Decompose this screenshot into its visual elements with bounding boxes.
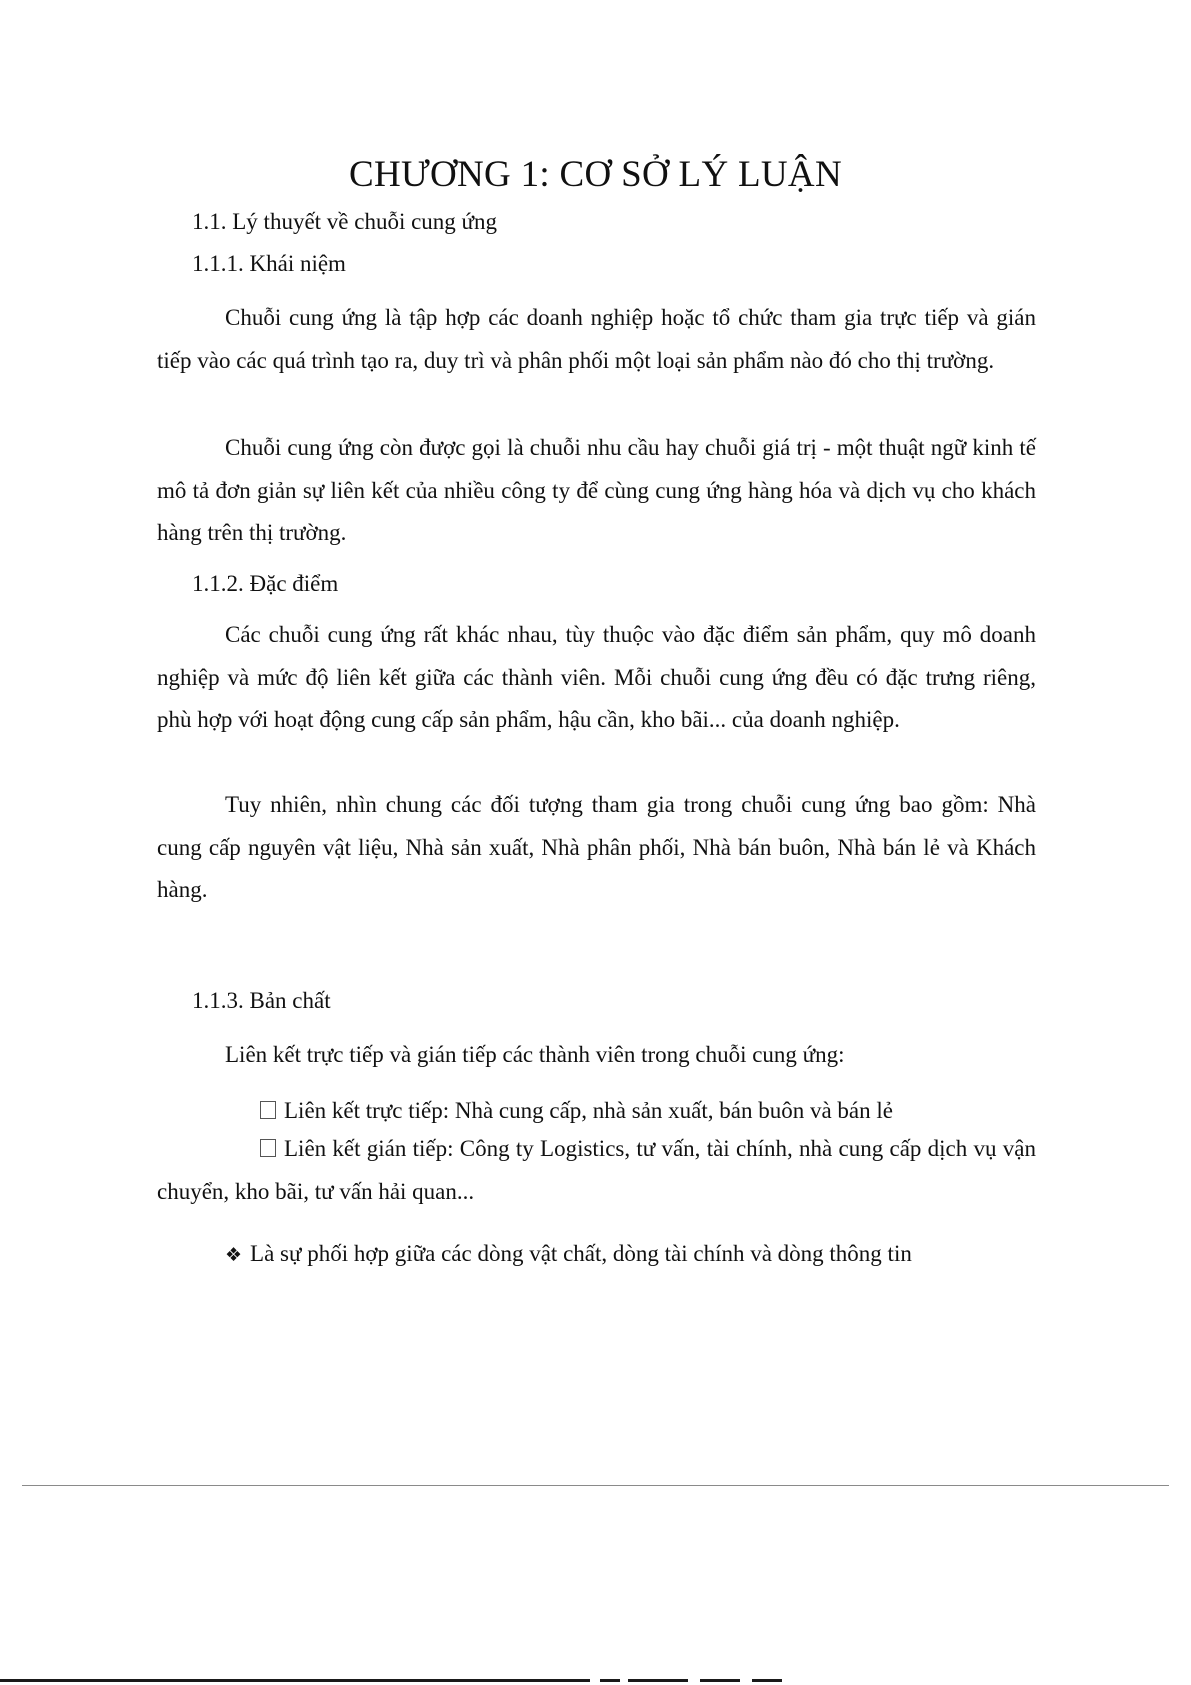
paragraph-definition-alt: Chuỗi cung ứng còn được gọi là chuỗi nhu cầu hay chuỗi giá trị - một thuật ngữ kinh tế mô tả đơn giản sự liên kết của nhiều công ty để cùng cung ứng hàng hóa và dịch vụ cho khách hàng trên thị trường.: [157, 435, 1036, 545]
bullet-item-indirect-link-text: Liên kết gián tiếp: Công ty Logistics, tư vấn, tài chính, nhà cung cấp dịch vụ vận chuyển, kho bãi, tư vấn hải quan...: [157, 1136, 1036, 1204]
paragraph-definition: Chuỗi cung ứng là tập hợp các doanh nghiệp hoặc tổ chức tham gia trực tiếp và gián tiếp vào các quá trình tạo ra, duy trì và phân phối một loại sản phẩm nào đó cho thị trường.: [157, 305, 1036, 373]
page-footer-rule: [22, 1485, 1169, 1486]
section-heading-1-1-3: 1.1.3. Bản chất: [192, 988, 331, 1013]
section-heading-1-1-1: 1.1.1. Khái niệm: [192, 251, 346, 276]
scan-bottom-edge: [0, 1679, 1191, 1682]
paragraph-characteristics: Các chuỗi cung ứng rất khác nhau, tùy thuộc vào đặc điểm sản phẩm, quy mô doanh nghiệp và mức độ liên kết giữa các thành viên. Mỗi chuỗi cung ứng đều có đặc trưng riêng, phù hợp với hoạt động cung cấp sản phẩm, hậu cần, kho bãi... của doanh nghiệp.: [157, 622, 1036, 732]
checkbox-square-icon: [260, 1101, 276, 1119]
paragraph-nature-intro: Liên kết trực tiếp và gián tiếp các thành viên trong chuỗi cung ứng:: [225, 1042, 845, 1067]
bullet-item-indirect-link: [157, 1128, 1036, 1213]
diamond-bullet-icon: ❖: [225, 1244, 243, 1266]
diamond-item: [225, 1239, 912, 1270]
checkbox-square-icon: [260, 1139, 276, 1157]
chapter-title: CHƯƠNG 1: CƠ SỞ LÝ LUẬN: [349, 154, 842, 195]
bullet-item-direct-link-text: Liên kết trực tiếp: Nhà cung cấp, nhà sản xuất, bán buôn và bán lẻ: [284, 1098, 893, 1123]
scan-edge-segment: [700, 1679, 740, 1682]
scan-edge-segment: [0, 1679, 590, 1682]
scan-edge-segment: [752, 1679, 782, 1682]
bullet-item-direct-link: [260, 1096, 893, 1126]
section-heading-1-1: 1.1. Lý thuyết về chuỗi cung ứng: [192, 209, 498, 234]
scan-edge-segment: [600, 1679, 620, 1682]
scan-edge-segment: [628, 1679, 688, 1682]
diamond-item-text: Là sự phối hợp giữa các dòng vật chất, dòng tài chính và dòng thông tin: [250, 1241, 912, 1266]
paragraph-participants: Tuy nhiên, nhìn chung các đối tượng tham gia trong chuỗi cung ứng bao gồm: Nhà cung cấp nguyên vật liệu, Nhà sản xuất, Nhà phân phối, Nhà bán buôn, Nhà bán lẻ và Khách hàng.: [157, 792, 1036, 902]
section-heading-1-1-2: 1.1.2. Đặc điểm: [192, 571, 339, 596]
